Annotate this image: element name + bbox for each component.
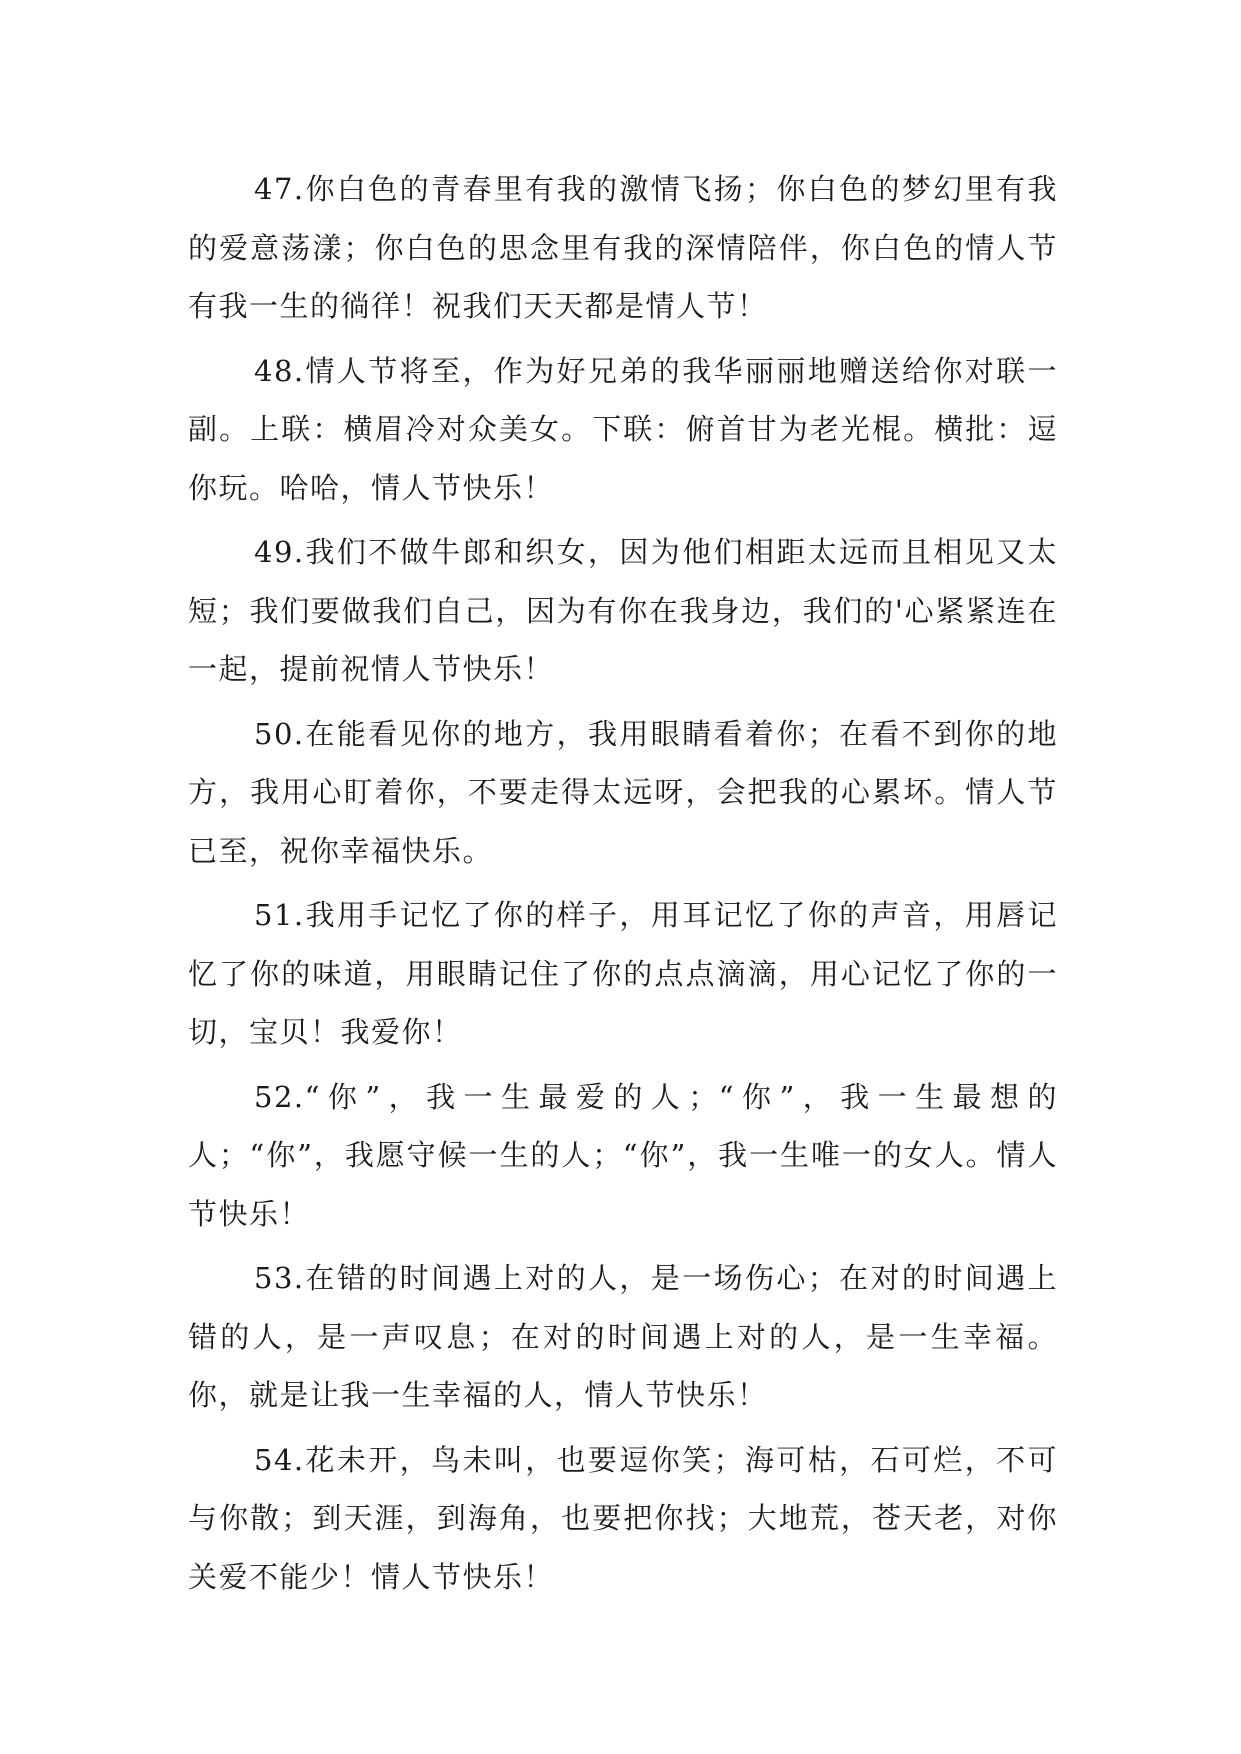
paragraph-48: 48.情人节将至，作为好兄弟的我华丽丽地赠送给你对联一副。上联：横眉冷对众美女。下联：俯首甘为老光棍。横批：逗你玩。哈哈，情人节快乐！ <box>188 353 1058 505</box>
paragraph-52: 52.“你”，我一生最爱的人；“你”，我一生最想的人；“你”，我愿守候一生的人；“你”，我一生唯一的女人。情人节快乐！ <box>188 1079 1058 1231</box>
paragraph-47: 47.你白色的青春里有我的激情飞扬；你白色的梦幻里有我的爱意荡漾；你白色的思念里有我的深情陪伴，你白色的情人节有我一生的徜徉！祝我们天天都是情人节！ <box>188 172 1058 323</box>
paragraph-54: 54.花未开，鸟未叫，也要逗你笑；海可枯，石可烂，不可与你散；到天涯，到海角，也要把你找；大地荒，苍天老，对你关爱不能少！情人节快乐！ <box>188 1442 1058 1594</box>
paragraph-53: 53.在错的时间遇上对的人，是一场伤心；在对的时间遇上错的人，是一声叹息；在对的时间遇上对的人，是一生幸福。你，就是让我一生幸福的人，情人节快乐！ <box>188 1261 1058 1412</box>
paragraph-49: 49.我们不做牛郎和织女，因为他们相距太远而且相见又太短；我们要做我们自己，因为有你在我身边，我们的'心紧紧连在一起，提前祝情人节快乐！ <box>188 535 1058 686</box>
paragraph-51: 51.我用手记忆了你的样子，用耳记忆了你的声音，用唇记忆了你的味道，用眼睛记住了你的点点滴滴，用心记忆了你的一切，宝贝！我爱你！ <box>188 898 1058 1049</box>
paragraph-50: 50.在能看见你的地方，我用眼睛看着你；在看不到你的地方，我用心盯着你，不要走得太远呀，会把我的心累坏。情人节已至，祝你幸福快乐。 <box>188 716 1058 868</box>
document-body <box>188 160 1058 1612</box>
